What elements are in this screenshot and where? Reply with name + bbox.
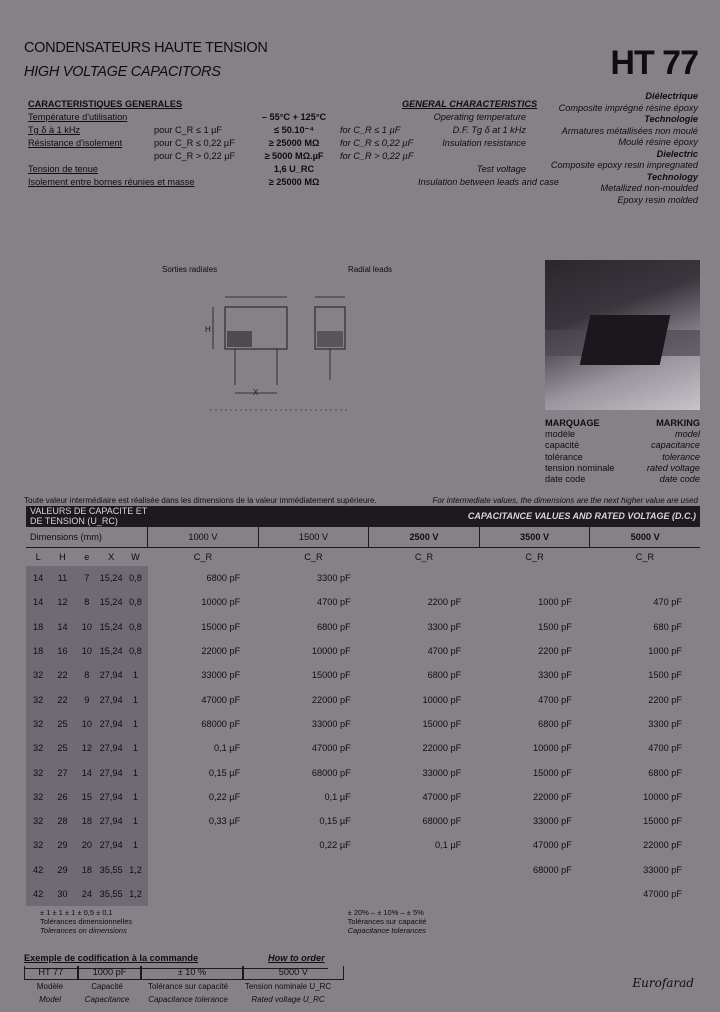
marking-row — [545, 452, 700, 463]
capacitance-cell: 1000 pF — [538, 597, 572, 608]
capacitance-cell: 0,1 µF — [324, 791, 351, 802]
marking-row — [545, 429, 700, 440]
capacitance-cell: 0,15 µF — [319, 816, 351, 827]
dimension-cell: 42 — [26, 858, 50, 882]
dimension-col-header: L — [35, 552, 41, 562]
dielectric-en: Composite epoxy resin impregnated — [550, 160, 698, 170]
dimension-cell: 27,94 — [99, 736, 123, 760]
capacitance-cell: 15000 pF — [533, 767, 572, 778]
characteristic-cond-fr — [154, 176, 248, 189]
characteristic-cond-en — [340, 111, 418, 124]
table-row — [26, 663, 700, 687]
capacitance-cell: 22000 pF — [533, 791, 572, 802]
technology-fr-title: Technologie — [644, 114, 698, 124]
dimension-cell: 1,2 — [123, 858, 147, 882]
capacitance-cell: 6800 pF — [206, 573, 241, 584]
order-label-en: Rated voltage U_RC — [251, 995, 325, 1004]
characteristic-en: Test voltage — [476, 164, 526, 174]
side-info — [551, 91, 698, 206]
capacitance-cell: 10000 pF — [643, 791, 682, 802]
capacitance-cell: 15000 pF — [422, 718, 462, 729]
table-row — [26, 615, 700, 639]
capacitance-cell: 15000 pF — [201, 621, 241, 632]
capacitance-cell: 6800 pF — [538, 718, 572, 729]
table-row — [26, 639, 700, 663]
marking-fr: tension nominale — [545, 462, 615, 473]
characteristics-title-fr: CARACTERISTIQUES GENERALES — [28, 99, 183, 109]
capacitance-cell: 68000 pF — [201, 718, 241, 729]
note-en: For intermediate values, the dimensions are the next higher value are used — [432, 496, 698, 505]
drawing-label-en: Radial leads — [348, 265, 393, 274]
dimension-cell: 27,94 — [99, 809, 123, 833]
dimension-cell: 29 — [50, 833, 74, 857]
dimensions-label: Dimensions (mm) — [26, 527, 148, 548]
dimension-cell: 27,94 — [99, 833, 123, 857]
capacitance-cell: 47000 pF — [533, 840, 572, 851]
cr-col-header: C_R — [635, 552, 655, 562]
tol-cap-en: Capacitance tolerances — [347, 925, 427, 935]
dimension-cell: 9 — [75, 687, 99, 711]
technology-en-title: Technology — [646, 171, 698, 182]
capacitance-table — [26, 506, 700, 936]
dimension-cell: 10 — [75, 639, 99, 663]
capacitance-cell: 0,22 µF — [208, 791, 241, 802]
dimension-cell: 20 — [75, 833, 99, 857]
capacitance-cell: 470 pF — [653, 597, 682, 608]
capacitance-cell: 33000 pF — [533, 816, 572, 827]
dimension-cell: 1 — [123, 833, 147, 857]
characteristic-row — [28, 111, 526, 124]
order-label-fr: Modèle — [36, 982, 64, 991]
capacitance-cell: 1500 pF — [648, 670, 682, 681]
dimension-cell: 22 — [50, 687, 74, 711]
order-label-fr: Tolérance sur capacité — [147, 982, 229, 991]
marking-title-en: MARKING — [656, 418, 700, 428]
order-label-fr: Tension nominale U_RC — [244, 982, 332, 991]
table-row — [26, 736, 700, 760]
dimension-cell: 11 — [50, 566, 74, 590]
characteristic-row — [28, 124, 526, 137]
characteristic-fr: Isolement entre bornes réunies et masse — [28, 177, 195, 187]
dimension-cell: 15,24 — [99, 566, 123, 590]
dimension-cell: 29 — [50, 858, 74, 882]
table-row — [26, 687, 700, 711]
dimension-cell: 14 — [26, 566, 50, 590]
marking-fr: date code — [545, 474, 586, 485]
order-title-fr: Exemple de codification à la commande — [24, 953, 199, 963]
characteristic-row — [28, 137, 526, 150]
dimension-cell: 25 — [50, 736, 74, 760]
capacitance-cell: 47000 pF — [311, 743, 351, 754]
characteristic-row — [28, 150, 526, 163]
characteristic-cond-en: for C_R > 0,22 µF — [340, 151, 414, 161]
characteristic-en: Insulation resistance — [442, 138, 526, 148]
dimension-cell: 7 — [75, 566, 99, 590]
marking-row — [545, 440, 700, 451]
characteristic-fr: Tension de tenue — [28, 164, 98, 174]
dimension-cell: 35,55 — [99, 882, 123, 906]
dimension-cell: 27,94 — [99, 663, 123, 687]
table-row — [26, 760, 700, 784]
dimension-col-header: H — [59, 552, 66, 562]
capacitance-cell — [148, 882, 259, 906]
capacitance-cell — [479, 882, 590, 906]
capacitance-cell: 0,15 µF — [208, 767, 241, 778]
dimension-cell: 26 — [50, 785, 74, 809]
dimension-cell: 8 — [75, 663, 99, 687]
brand-logo: Eurofarad — [632, 976, 694, 990]
marking-row — [545, 474, 700, 485]
capacitance-cell: 1500 pF — [538, 621, 572, 632]
table-row — [26, 882, 700, 906]
technology-fr-2: Moulé résine époxy — [618, 137, 698, 147]
dielectric-en-title: Dielectric — [656, 148, 698, 159]
characteristic-cond-fr: pour C_R > 0,22 µF — [154, 151, 236, 161]
capacitance-cell: 22000 pF — [311, 694, 351, 705]
dimension-cell: 12 — [75, 736, 99, 760]
capacitance-tolerances — [148, 906, 700, 936]
capacitance-cell: 0,33 µF — [208, 816, 241, 827]
cr-col-header: C_R — [525, 552, 544, 562]
table-title-fr: VALEURS DE CAPACITE ET DE TENSION (U_RC) — [26, 506, 148, 527]
marking-en: tolerance — [662, 451, 700, 462]
capacitance-cell — [258, 882, 369, 906]
characteristic-en: Operating temperature — [433, 112, 526, 122]
dimension-cell: 18 — [26, 639, 50, 663]
capacitance-cell: 2200 pF — [427, 597, 462, 608]
characteristic-en: D.F. Tg δ at 1 kHz — [452, 125, 526, 135]
dimension-cell: 27,94 — [99, 687, 123, 711]
dielectric-fr: Composite imprégné résine époxy — [558, 102, 698, 113]
marking-fr: modèle — [545, 429, 576, 440]
capacitance-cell — [479, 566, 590, 590]
capacitance-cell: 22000 pF — [422, 743, 462, 754]
capacitor-photo — [545, 260, 700, 410]
cr-col-header: C_R — [193, 552, 213, 562]
capacitance-cell — [590, 566, 700, 590]
marking-row — [545, 463, 700, 474]
marking-block — [545, 418, 700, 485]
note-fr: Toute valeur intermédiaire est réalisée dans les dimensions de la valeur immédiatement supérieure. — [24, 496, 377, 505]
order-label-en: Model — [39, 995, 61, 1004]
capacitance-cell: 4700 pF — [538, 694, 572, 705]
order-label-en: Capacitance — [84, 995, 130, 1004]
dimension-cell: 0,8 — [123, 590, 147, 614]
characteristic-en: Insulation between leads and case — [418, 177, 559, 187]
technology-en-2: Epoxy resin molded — [617, 194, 698, 205]
technology-en-1: Metallized non-moulded — [600, 183, 698, 193]
marking-fr: capacité — [545, 440, 580, 451]
tol-dims-fr: Tolérances dimensionnelles — [40, 916, 133, 926]
capacitance-cell — [148, 858, 259, 882]
characteristic-value: ≤ 50.10⁻⁴ — [274, 125, 314, 135]
capacitor-dimension-drawing — [195, 285, 365, 415]
dimension-cell: 27,94 — [99, 712, 123, 736]
capacitance-cell: 4700 pF — [648, 743, 682, 754]
dimension-col-header: X — [108, 552, 115, 562]
marking-en: rated voltage — [646, 462, 700, 473]
characteristic-fr: Température d'utilisation — [28, 112, 128, 122]
characteristic-cond-fr — [154, 163, 248, 176]
dimension-cell: 32 — [26, 663, 50, 687]
characteristic-value: 1,6 U_RC — [273, 164, 315, 174]
tol-cap-values: ± 20% – ± 10% – ± 5% — [347, 907, 424, 917]
order-title-en: How to order — [268, 953, 325, 963]
dimension-cell: 25 — [50, 712, 74, 736]
tol-cap-fr: Tolérances sur capacité — [347, 916, 427, 926]
capacitance-cell: 1000 pF — [648, 646, 682, 657]
dimension-col-header: W — [131, 552, 140, 562]
capacitance-cell: 2200 pF — [538, 646, 572, 657]
marking-en: model — [674, 429, 700, 440]
dimension-cell: 1 — [123, 809, 147, 833]
characteristic-cond-fr: pour C_R ≤ 1 µF — [154, 125, 223, 135]
order-value: 5000 V — [243, 966, 344, 980]
capacitance-cell: 10000 pF — [422, 694, 462, 705]
dimension-col-header: e — [84, 552, 90, 562]
technology-fr-1: Armatures métallisées non moulé — [561, 125, 698, 136]
order-value: ± 10 % — [141, 966, 242, 980]
characteristic-value: ≥ 25000 MΩ — [268, 138, 320, 148]
capacitance-cell: 3300 pF — [317, 573, 351, 584]
dimension-cell: 22 — [50, 663, 74, 687]
voltage-header: 1000 V — [148, 527, 259, 548]
capacitance-cell: 10000 pF — [533, 743, 572, 754]
dimension-cell: 32 — [26, 760, 50, 784]
dimension-cell: 0,8 — [123, 566, 147, 590]
capacitance-cell: 0,1 µF — [435, 840, 462, 851]
characteristic-value: ≥ 5000 MΩ.µF — [264, 151, 324, 161]
capacitance-cell — [148, 833, 259, 857]
characteristic-row — [28, 163, 526, 176]
dimension-cell: 32 — [26, 809, 50, 833]
capacitance-cell: 33000 pF — [311, 718, 351, 729]
capacitance-cell: 4700 pF — [317, 597, 351, 608]
marking-en: capacitance — [650, 440, 700, 451]
characteristic-cond-en: for C_R ≤ 0,22 µF — [340, 138, 414, 148]
order-example — [24, 966, 344, 1006]
dim-x-label: X — [253, 388, 259, 397]
voltage-header: 3500 V — [479, 527, 590, 548]
capacitance-cell: 15000 pF — [643, 816, 682, 827]
dimension-cell: 0,8 — [123, 615, 147, 639]
capacitance-cell: 68000 pF — [533, 864, 572, 875]
capacitance-cell: 68000 pF — [311, 767, 351, 778]
cr-col-header: C_R — [304, 552, 323, 562]
dimension-cell: 1 — [123, 663, 147, 687]
capacitance-cell: 3300 pF — [648, 718, 682, 729]
capacitance-cell: 22000 pF — [643, 840, 682, 851]
voltage-header: 5000 V — [590, 527, 700, 548]
tol-dims-en: Tolerances on dimensions — [40, 925, 127, 935]
dimension-cell: 32 — [26, 736, 50, 760]
dimension-cell: 1 — [123, 712, 147, 736]
dielectric-fr-title: Diélectrique — [645, 91, 698, 101]
table-row — [26, 590, 700, 614]
dimension-cell: 27,94 — [99, 785, 123, 809]
capacitance-cell: 6800 pF — [427, 670, 462, 681]
order-value: 1000 pF — [78, 966, 142, 980]
capacitance-cell: 10000 pF — [311, 646, 351, 657]
dimension-cell: 32 — [26, 833, 50, 857]
capacitance-cell: 3300 pF — [427, 621, 462, 632]
table-row — [26, 566, 700, 590]
dimension-cell: 14 — [26, 590, 50, 614]
dimension-cell: 15,24 — [99, 639, 123, 663]
dimension-cell: 32 — [26, 785, 50, 809]
order-label-en: Capacitance tolerance — [148, 995, 228, 1004]
voltage-header: 2500 V — [369, 527, 480, 548]
dimension-cell: 10 — [75, 712, 99, 736]
dimension-cell: 0,8 — [123, 639, 147, 663]
marking-en: date code — [659, 474, 700, 485]
capacitance-cell: 68000 pF — [422, 816, 462, 827]
dimension-cell: 35,55 — [99, 858, 123, 882]
table-row — [26, 858, 700, 882]
table-row — [26, 833, 700, 857]
order-label-fr: Capacité — [91, 982, 123, 991]
table-row — [26, 785, 700, 809]
characteristic-en — [418, 150, 526, 163]
capacitance-cell: 33000 pF — [422, 767, 462, 778]
characteristic-fr: Tg δ à 1 kHz — [28, 125, 81, 135]
capacitance-cell — [369, 882, 480, 906]
characteristic-cond-fr — [154, 111, 248, 124]
title-fr: CONDENSATEURS HAUTE TENSION — [24, 40, 268, 56]
dimension-cell: 15,24 — [99, 590, 123, 614]
characteristics-table — [28, 111, 559, 189]
capacitance-cell — [369, 566, 480, 590]
marking-title-fr: MARQUAGE — [545, 418, 600, 428]
capacitance-cell: 0,22 µF — [319, 840, 351, 851]
capacitance-cell: 2200 pF — [648, 694, 682, 705]
dimension-cell: 18 — [26, 615, 50, 639]
characteristic-fr: Résistance d'isolement — [28, 138, 123, 148]
table-title-en: CAPACITANCE VALUES AND RATED VOLTAGE (D.C.) — [148, 506, 700, 527]
capacitance-cell: 33000 pF — [643, 864, 682, 875]
dimension-cell: 30 — [50, 882, 74, 906]
capacitance-cell: 47000 pF — [422, 791, 462, 802]
dimension-cell: 8 — [75, 590, 99, 614]
dimension-tolerances — [26, 906, 148, 936]
table-row — [26, 809, 700, 833]
dimension-cell: 16 — [50, 639, 74, 663]
dimension-cell: 27 — [50, 760, 74, 784]
capacitance-cell: 3300 pF — [538, 670, 572, 681]
capacitance-cell: 15000 pF — [311, 670, 351, 681]
characteristic-cond-fr: pour C_R ≤ 0,22 µF — [154, 138, 235, 148]
capacitance-cell: 4700 pF — [427, 646, 462, 657]
capacitance-cell: 0,1 µF — [213, 743, 241, 754]
characteristics-title-en: GENERAL CHARACTERISTICS — [402, 99, 538, 109]
dimension-cell: 1 — [123, 785, 147, 809]
characteristic-cond-en — [340, 176, 418, 189]
dimension-cell: 28 — [50, 809, 74, 833]
order-value: HT 77 — [24, 966, 78, 980]
dimension-cell: 10 — [75, 615, 99, 639]
dimension-cell: 18 — [75, 809, 99, 833]
dimension-cell: 27,94 — [99, 760, 123, 784]
dimension-cell: 24 — [75, 882, 99, 906]
dimension-cell: 1 — [123, 687, 147, 711]
cr-col-header: C_R — [414, 552, 434, 562]
dimension-cell: 1 — [123, 736, 147, 760]
capacitance-cell: 33000 pF — [201, 670, 241, 681]
capacitance-cell: 6800 pF — [648, 767, 682, 778]
dimension-cell: 32 — [26, 712, 50, 736]
capacitance-cell: 6800 pF — [317, 621, 351, 632]
drawing-label-fr: Sorties radiales — [162, 265, 218, 274]
voltage-header: 1500 V — [258, 527, 369, 548]
characteristic-value: – 55°C + 125°C — [261, 112, 327, 122]
dimension-cell: 12 — [50, 590, 74, 614]
dimension-cell: 1,2 — [123, 882, 147, 906]
dim-h-label: H — [205, 325, 211, 334]
characteristic-value: ≥ 25000 MΩ — [268, 177, 320, 187]
characteristic-cond-en: for C_R ≤ 1 µF — [340, 125, 401, 135]
marking-fr: tolérance — [545, 451, 583, 462]
capacitance-cell: 47000 pF — [201, 694, 241, 705]
reference-number: HT 77 — [610, 44, 698, 82]
dimension-cell: 32 — [26, 687, 50, 711]
table-row — [26, 712, 700, 736]
dimension-cell: 1 — [123, 760, 147, 784]
capacitance-cell — [258, 858, 369, 882]
tol-dims-values: ± 1 ± 1 ± 1 ± 0,5 ± 0,1 — [40, 907, 113, 917]
characteristic-row — [28, 176, 559, 189]
dimension-cell: 18 — [75, 858, 99, 882]
dimension-cell: 15 — [75, 785, 99, 809]
dimension-cell: 42 — [26, 882, 50, 906]
capacitance-cell: 10000 pF — [201, 597, 241, 608]
characteristic-cond-en — [340, 163, 418, 176]
capacitance-cell — [369, 858, 480, 882]
dimension-cell: 14 — [75, 760, 99, 784]
dimension-cell: 14 — [50, 615, 74, 639]
capacitance-cell: 47000 pF — [643, 889, 682, 899]
capacitance-cell: 22000 pF — [201, 646, 241, 657]
title-en: HIGH VOLTAGE CAPACITORS — [24, 64, 221, 80]
characteristic-fr — [28, 150, 154, 163]
dimension-cell: 15,24 — [99, 615, 123, 639]
capacitance-cell: 680 pF — [653, 621, 682, 632]
